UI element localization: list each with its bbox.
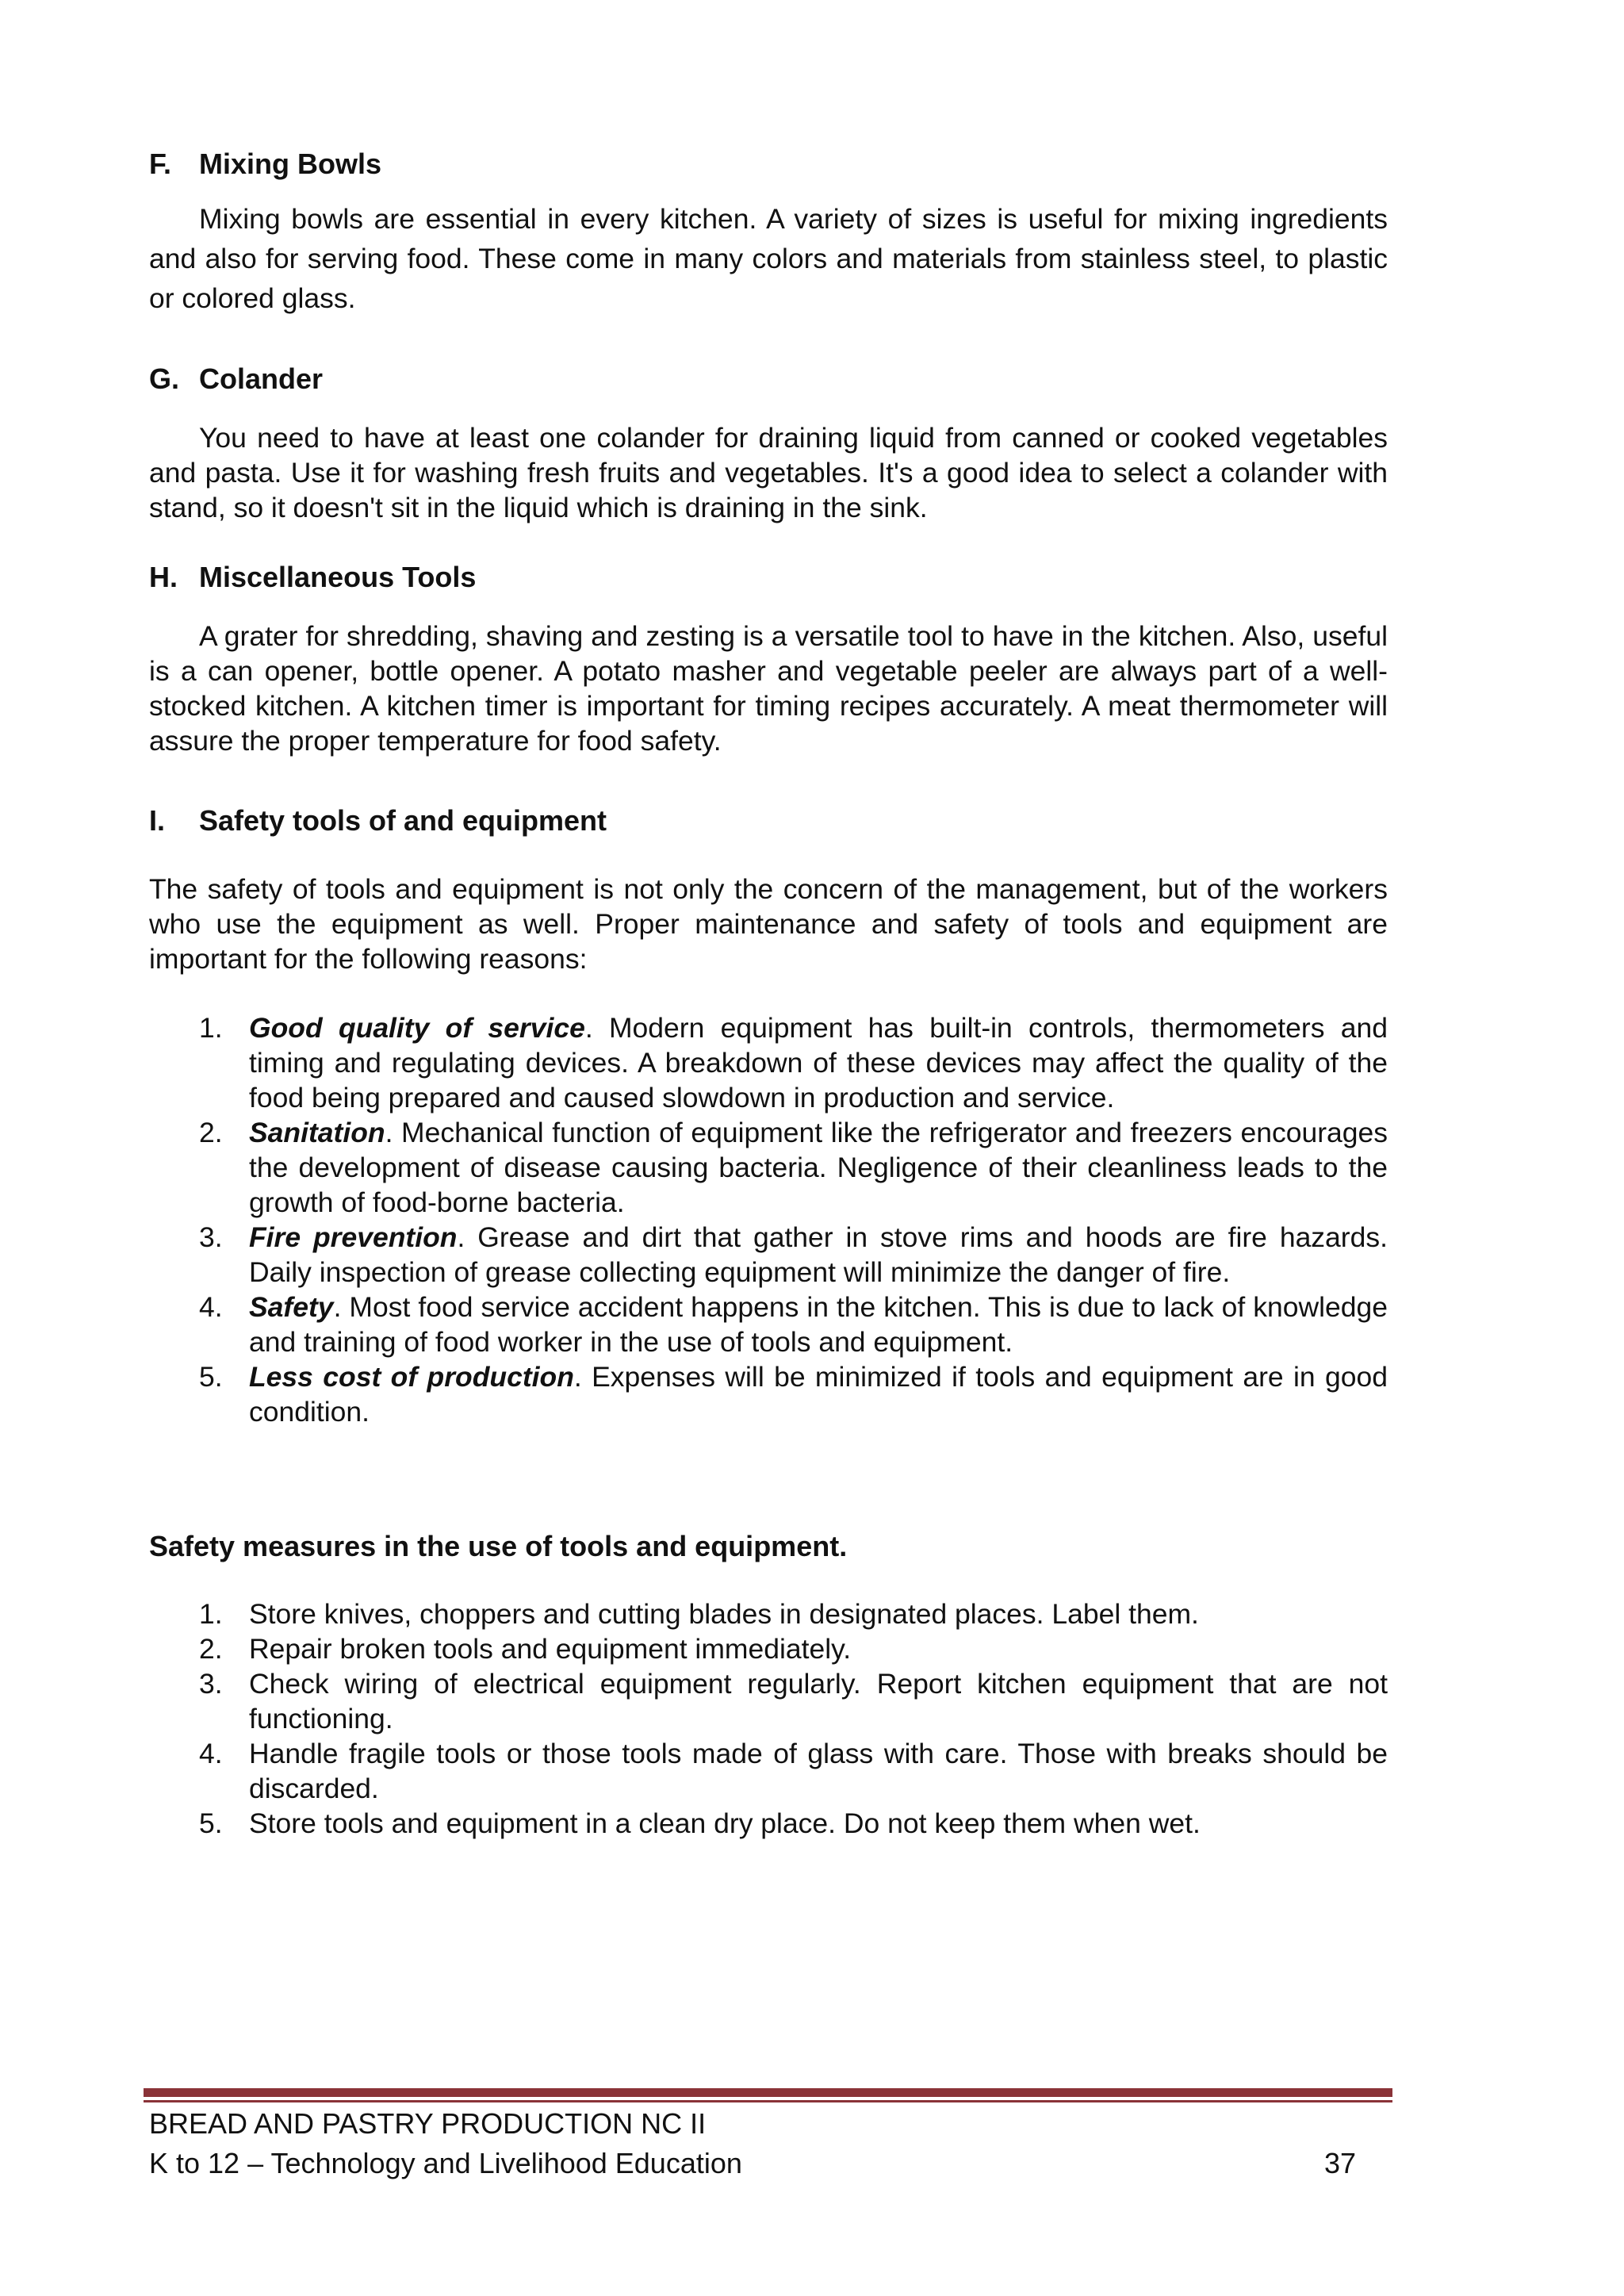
section-heading — [149, 362, 1388, 397]
section-heading — [149, 560, 1388, 595]
list-item — [149, 1806, 1388, 1841]
section-heading — [149, 147, 1388, 182]
list-item — [149, 1631, 1388, 1666]
item-text: Store knives, choppers and cutting blades in designated places. Label them. — [249, 1598, 1199, 1630]
section-colander — [149, 362, 1388, 525]
footer-program-title: K to 12 – Technology and Livelihood Education — [149, 2147, 742, 2179]
item-text: . Mechanical function of equipment like the refrigerator and freezers encourages the development of disease causing bacteria. Negligence of their cleanliness leads to the growth of food-borne bacteria. — [249, 1117, 1388, 1218]
section-safety-tools — [149, 803, 1388, 1429]
footer-course-title: BREAD AND PASTRY PRODUCTION NC II — [149, 2107, 707, 2140]
item-number: 2. — [199, 1633, 223, 1665]
item-term: Sanitation — [249, 1117, 385, 1148]
list-item — [149, 1359, 1388, 1429]
section-letter: F. — [149, 148, 172, 180]
section-letter: H. — [149, 561, 178, 593]
item-text: . Grease and dirt that gather in stove rims and hoods are fire hazards. Daily inspection of grease collecting equipment will minimize the danger of fire. — [249, 1221, 1388, 1288]
item-text: Store tools and equipment in a clean dry place. Do not keep them when wet. — [249, 1807, 1201, 1839]
item-number: 4. — [199, 1291, 223, 1323]
list-item — [149, 1010, 1388, 1115]
section-title: Miscellaneous Tools — [199, 561, 477, 593]
list-item — [149, 1115, 1388, 1220]
list-item — [149, 1220, 1388, 1290]
section-title: Colander — [199, 362, 324, 395]
item-text: . Modern equipment has built-in controls, thermometers and timing and regulating devices. A breakdown of these devices may affect the quality of the food being prepared and caused slowdown in production and service. — [249, 1012, 1388, 1114]
measures-list — [149, 1596, 1388, 1841]
section-safety-measures — [149, 1529, 1388, 1841]
item-text: Check wiring of electrical equipment regularly. Report kitchen equipment that are not functioning. — [249, 1668, 1388, 1734]
section-body: The safety of tools and equipment is not only the concern of the management, but of the workers who use the equipment as well. Proper maintenance and safety of tools and equipment are important for the following reasons: — [149, 873, 1388, 975]
section-title: Safety tools of and equipment — [199, 804, 607, 837]
section-miscellaneous-tools — [149, 560, 1388, 758]
section-body: You need to have at least one colander for draining liquid from canned or cooked vegetables and pasta. Use it for washing fresh fruits and vegetables. It's a good idea to select a colander with stand, so it doesn't sit in the liquid which is draining in the sink. — [149, 422, 1388, 523]
section-title: Mixing Bowls — [199, 148, 382, 180]
item-number: 1. — [199, 1012, 223, 1044]
item-text: Repair broken tools and equipment immediately. — [249, 1633, 852, 1665]
item-text: . Most food service accident happens in the kitchen. This is due to lack of knowledge and training of food worker in the use of tools and equipment. — [249, 1291, 1388, 1358]
item-text: . Expenses will be minimized if tools and equipment are in good condition. — [249, 1361, 1388, 1428]
item-term: Fire prevention — [249, 1221, 458, 1253]
item-number: 5. — [199, 1807, 223, 1839]
section-mixing-bowls — [149, 147, 1388, 318]
section-body: A grater for shredding, shaving and zesting is a versatile tool to have in the kitchen. Also, useful is a can opener, bottle opener. A potato masher and vegetable peeler are always part of a well-stocked kitchen. A kitchen timer is important for timing recipes accurately. A meat thermometer will assure the proper temperature for food safety. — [149, 620, 1388, 757]
item-number: 1. — [199, 1598, 223, 1630]
list-item — [149, 1666, 1388, 1736]
item-number: 3. — [199, 1668, 223, 1700]
item-number: 3. — [199, 1221, 223, 1253]
item-number: 2. — [199, 1117, 223, 1148]
reasons-list — [149, 1010, 1388, 1429]
section-letter: I. — [149, 804, 166, 837]
list-item — [149, 1736, 1388, 1806]
item-number: 4. — [199, 1738, 223, 1769]
section-heading — [149, 803, 1388, 838]
item-term: Safety — [249, 1291, 334, 1323]
item-term: Good quality of service — [249, 1012, 585, 1044]
list-item — [149, 1596, 1388, 1631]
list-item — [149, 1290, 1388, 1359]
footer-rule-thick — [144, 2088, 1392, 2097]
page-number: 37 — [1324, 2147, 1357, 2179]
footer-rule-thin — [144, 2100, 1392, 2102]
section-heading: Safety measures in the use of tools and equipment. — [149, 1530, 848, 1562]
item-number: 5. — [199, 1361, 223, 1393]
section-letter: G. — [149, 362, 180, 395]
item-text: Handle fragile tools or those tools made of glass with care. Those with breaks should be discarded. — [249, 1738, 1388, 1804]
section-body: Mixing bowls are essential in every kitchen. A variety of sizes is useful for mixing ingredients and also for serving food. These come in many colors and materials from stainless steel, to plastic or colored glass. — [149, 203, 1388, 314]
item-term: Less cost of production — [249, 1361, 574, 1393]
